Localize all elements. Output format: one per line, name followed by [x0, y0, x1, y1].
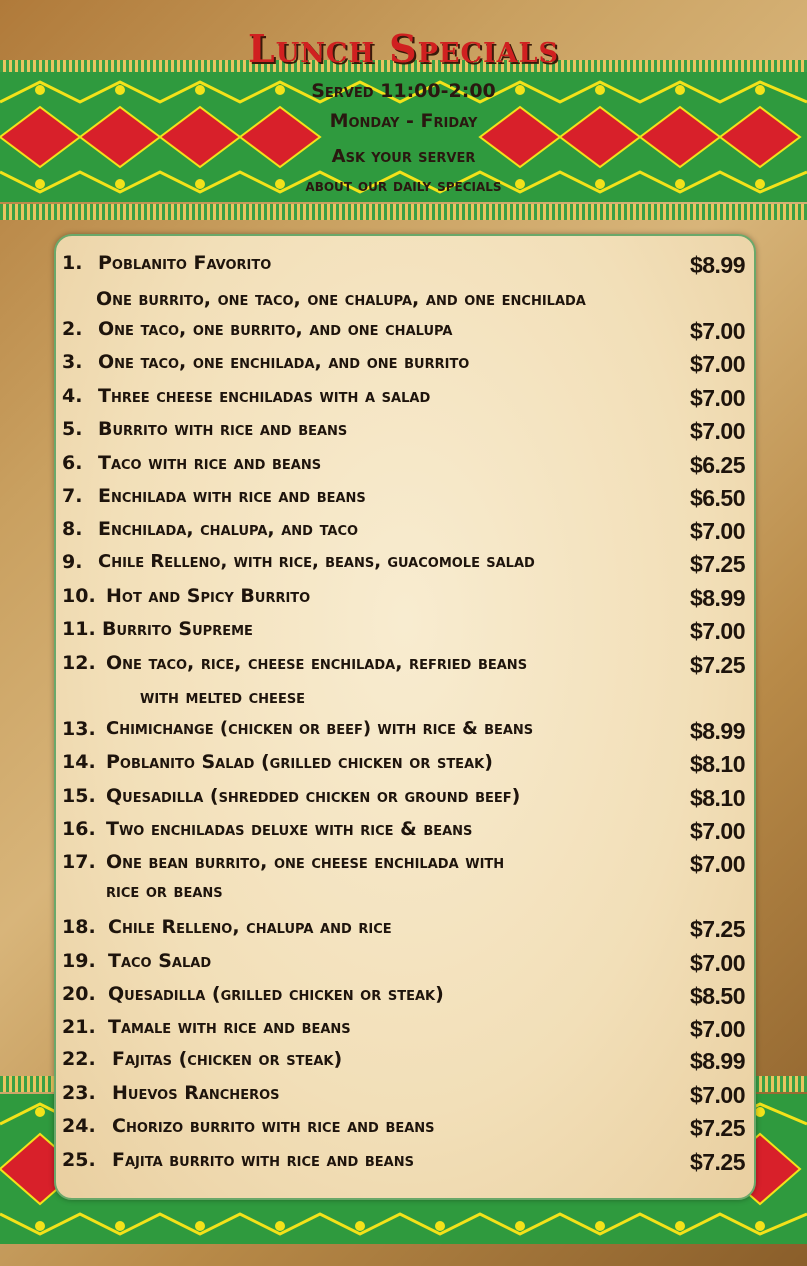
item-number: 8. [62, 518, 83, 540]
item-number: 19. [62, 950, 96, 972]
item-number: 7. [62, 485, 83, 507]
item-name: Chimichange (chicken or beef) with rice & beans [106, 718, 534, 739]
item-price: $7.00 [689, 1016, 745, 1042]
item-name: One taco, one burrito, and one chalupa [98, 318, 453, 340]
item-price: $7.25 [689, 652, 745, 678]
item-price: $8.10 [689, 751, 745, 777]
item-number: 25. [62, 1149, 96, 1171]
item-price: $7.00 [689, 851, 745, 877]
item-price: $8.99 [689, 585, 745, 611]
ask-server-line2: about our daily specials [305, 176, 502, 196]
item-number: 11. [62, 618, 96, 640]
item-name: Chile Relleno, with rice, beans, guacomole salad [98, 551, 535, 572]
item-number: 4. [62, 385, 83, 407]
item-price: $8.99 [689, 252, 745, 278]
menu-item [0, 1149, 807, 1179]
item-number: 3. [62, 351, 83, 373]
menu-item [0, 1115, 807, 1145]
item-number: 20. [62, 983, 96, 1005]
menu-item [0, 485, 807, 515]
menu-item [0, 1082, 807, 1112]
item-price: $6.50 [689, 485, 745, 511]
item-price: $7.00 [689, 318, 745, 344]
menu-item [0, 551, 807, 581]
item-number: 22. [62, 1048, 96, 1070]
item-price: $7.00 [689, 950, 745, 976]
item-price: $7.00 [689, 1082, 745, 1108]
menu-item [0, 851, 807, 881]
item-price: $7.00 [689, 518, 745, 544]
item-name: Fajitas (chicken or steak) [112, 1048, 343, 1070]
item-price: $7.25 [689, 916, 745, 942]
item-price: $8.99 [689, 718, 745, 744]
item-number: 15. [62, 785, 96, 807]
served-hours: Served 11:00-2:00 [311, 80, 496, 102]
item-number: 23. [62, 1082, 96, 1104]
menu-item [0, 452, 807, 482]
item-number: 16. [62, 818, 96, 840]
menu-item [0, 518, 807, 548]
item-number: 12. [62, 652, 96, 674]
menu-item [0, 751, 807, 781]
item-name: One taco, rice, cheese enchilada, refried beans [106, 652, 528, 674]
item-name: Chile Relleno, chalupa and rice [108, 916, 392, 938]
item-detail: One burrito, one taco, one chalupa, and one enchilada [96, 288, 586, 310]
item-price: $7.25 [689, 1115, 745, 1141]
item-name: Poblanito Salad (grilled chicken or steak) [106, 751, 493, 773]
item-price: $7.00 [689, 418, 745, 444]
item-price: $7.00 [689, 351, 745, 377]
item-number: 14. [62, 751, 96, 773]
item-number: 6. [62, 452, 83, 474]
item-name: Huevos Rancheros [112, 1082, 280, 1104]
item-number: 17. [62, 851, 96, 873]
served-days: Monday - Friday [329, 110, 478, 132]
item-name: Two enchiladas deluxe with rice & beans [106, 818, 473, 840]
menu-item [0, 318, 807, 348]
item-number: 13. [62, 718, 96, 740]
item-name: Enchilada, chalupa, and taco [98, 518, 359, 540]
item-price: $7.00 [689, 818, 745, 844]
item-price: $8.99 [689, 1048, 745, 1074]
item-name: Three cheese enchiladas with a salad [98, 385, 431, 407]
item-name: One taco, one enchilada, and one burrito [98, 351, 470, 373]
item-number: 2. [62, 318, 83, 340]
item-price: $7.00 [689, 385, 745, 411]
item-name: Hot and Spicy Burrito [106, 585, 311, 607]
menu-item [0, 818, 807, 848]
item-name: Taco with rice and beans [98, 452, 322, 474]
item-number: 24. [62, 1115, 96, 1137]
item-price: $7.25 [689, 551, 745, 577]
item-name: One bean burrito, one cheese enchilada with [106, 851, 505, 873]
item-name: Burrito with rice and beans [98, 418, 348, 440]
item-name: Fajita burrito with rice and beans [112, 1149, 414, 1171]
item-name: Tamale with rice and beans [108, 1016, 351, 1038]
item-price: $8.10 [689, 785, 745, 811]
item-name: Quesadilla (grilled chicken or steak) [108, 983, 444, 1005]
item-number: 21. [62, 1016, 96, 1038]
menu-item [0, 1048, 807, 1078]
item-name: Taco Salad [108, 950, 212, 972]
item-name: Enchilada with rice and beans [98, 485, 366, 507]
item-price: $8.50 [689, 983, 745, 1009]
menu-item [0, 718, 807, 748]
item-name: Burrito Supreme [102, 618, 253, 640]
item-name: Poblanito Favorito [98, 252, 272, 274]
menu-item [0, 785, 807, 815]
menu-item [0, 1016, 807, 1046]
menu-item [0, 252, 807, 282]
page-title: Lunch Specials [247, 26, 560, 71]
item-detail: rice or beans [106, 880, 223, 902]
menu-item [0, 385, 807, 415]
item-number: 5. [62, 418, 83, 440]
menu-item [0, 585, 807, 615]
item-price: $6.25 [689, 452, 745, 478]
item-detail: with melted cheese [140, 686, 306, 708]
menu-item [0, 618, 807, 648]
item-number: 1. [62, 252, 83, 274]
item-name: Quesadilla (shredded chicken or ground beef) [106, 785, 521, 807]
ask-server-line1: Ask your server [331, 146, 476, 167]
item-name: Chorizo burrito with rice and beans [112, 1115, 435, 1137]
menu-item [0, 916, 807, 946]
menu-item [0, 983, 807, 1013]
menu-item [0, 351, 807, 381]
menu-item [0, 950, 807, 980]
item-number: 10. [62, 585, 96, 607]
item-number: 18. [62, 916, 96, 938]
menu-item [0, 418, 807, 448]
item-price: $7.25 [689, 1149, 745, 1175]
menu-item [0, 652, 807, 682]
item-price: $7.00 [689, 618, 745, 644]
item-number: 9. [62, 551, 83, 573]
top-fringe-lower [0, 204, 807, 220]
